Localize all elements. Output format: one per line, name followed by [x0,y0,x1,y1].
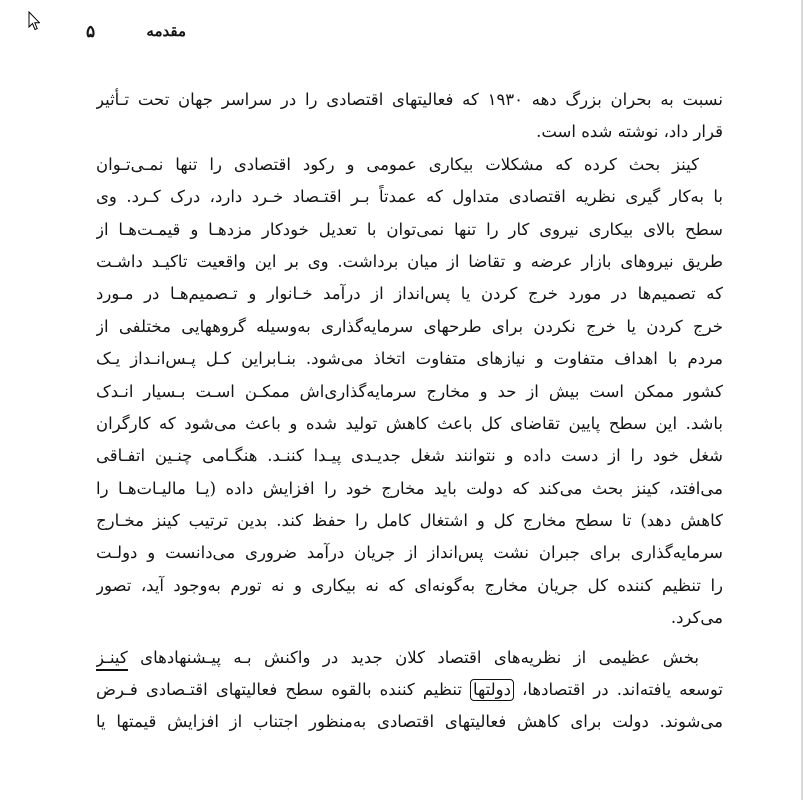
text-line: می‌کرد. [670,608,723,628]
text-line: مردم با اهداف متفاوت و نیازهای متفاوت اتخاذ می‌شود. بنـابراین کـل پـس‌انـداز یـک [96,349,723,369]
underlined-word: کینـز [96,642,128,674]
text-segment: توسعه یافته‌اند. در اقتصادها، [513,680,723,700]
text-line: کشور ممکن است بیش از حد و مخارج سرمایه‌گذاری‌اش ممکـن اسـت بـسیار انـدک [96,381,723,401]
page-header [86,22,186,44]
text-segment: بخش عظیمی از نظریه‌های اقتصاد کلان جدید در واکنش بـه پیـشنهادهای [127,647,699,667]
page-number: ۵ [86,22,96,42]
boxed-word: دولتها [470,679,514,701]
text-line: می‌شوند. دولت برای کاهش فعالیتهای اقتصادی به‌منظور اجتناب از افزایش قیمتها یا [96,712,723,732]
text-line: سرمایه‌گذاری برای جبران نشت پس‌انداز از جریان درآمد ضروری می‌دانست و دولـت [96,543,723,563]
text-line: شغل خود را از دست داده و نتوانند شغل جدیـدی پیـدا کننـد. هنگـامی چنـین اتفـاقی [96,446,723,466]
text-segment: تنظیم کننده بالقوه سطح فعالیتهای اقتـصادی فـرض [96,680,471,700]
text-line: می‌افتد، کینز بحث می‌کند که دولت باید مخارج خود را افزایش داده (یـا مالیـات‌هـا را [96,478,723,498]
text-line: را تنظیم کننده کل جریان مخارج به‌گونه‌ای که نه بیکاری و نه تورم به‌وجود آید، تصور [96,575,723,595]
text-line: باشد. این سطح پایین تقاضای کل باعث کاهش تولید شده و باعث می‌شود که کارگران [96,413,723,433]
text-line [96,642,723,674]
text-line: با به‌کار گیری نظریه اقتصادی متداول که عمدتاً بـر اقتـصاد خـرد دارد، درک کـرد. وی [96,187,723,207]
chapter-title: مقدمه [146,22,186,40]
text-line [96,674,723,706]
mouse-pointer-icon [28,11,40,31]
page-body [96,84,723,739]
text-line: نسبت به بحران بزرگ دهه ۱۹۳۰ که فعالیتهای اقتصادی را در سراسر جهان تحت تـأثیر [96,90,723,109]
text-line: خرج کردن یا خرج نکردن برای طرحهای سرمایه‌گذاری به‌وسیله گروههایی مختلفی از [96,316,723,336]
text-line: قرار داد، نوشته شده است. [536,122,723,142]
text-line: که تصمیم‌ها در مورد خرج کردن یا پس‌انداز از درآمد خـانوار و تـصمیم‌هـا در مـورد [96,284,723,304]
text-line: کاهش دهد) تا سطح مخارج کل و اشتغال کامل را حفظ کند. بدین ترتیب کینز مخـارج [96,511,723,531]
text-line: طریق نیروهای بازار عرضه و تقاضا از میان برداشت. وی بر این واقعیت تاکیـد داشـت [96,251,723,271]
text-line: کینز بحث کرده که مشکلات بیکاری عمومی و رکود اقتصادی را تنها نمـی‌تـوان [96,154,699,174]
text-line: سطح بالای بیکاری نیروی کار را تنها نمی‌توان با تعدیل خودکار مزدهـا و قیمـت‌هـا از [96,219,723,239]
